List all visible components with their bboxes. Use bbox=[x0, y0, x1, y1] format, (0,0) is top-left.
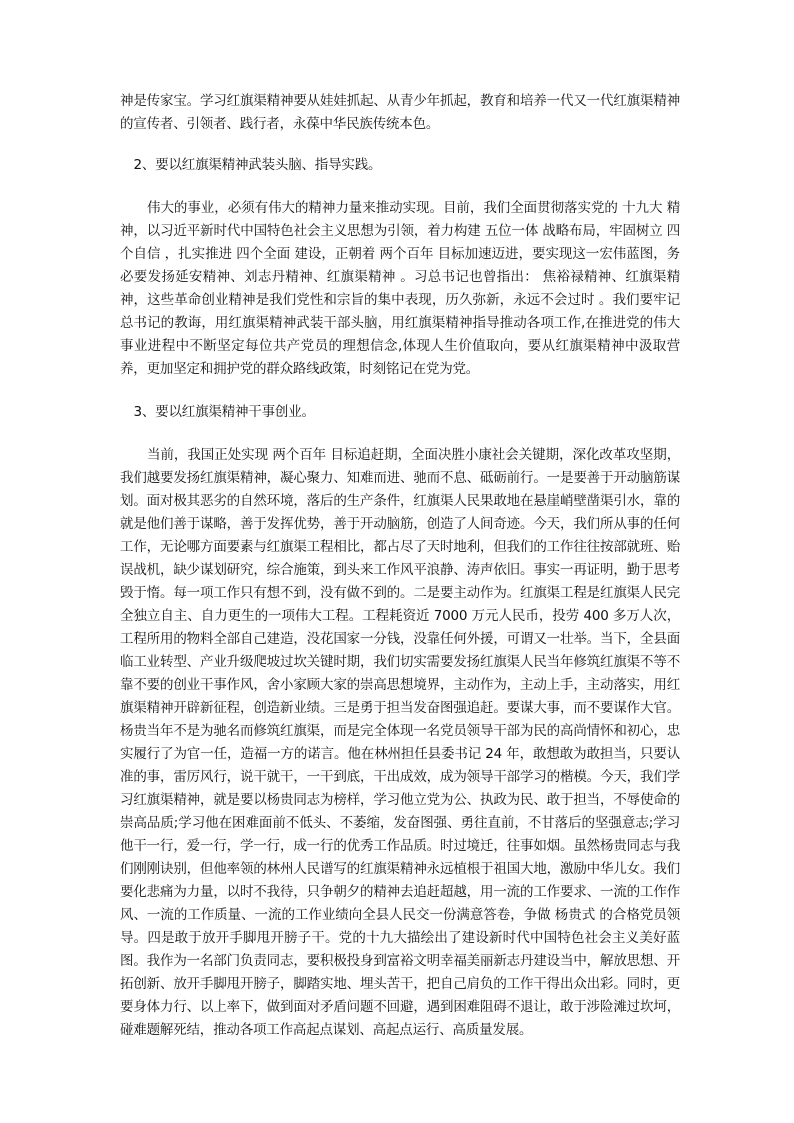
paragraph-gap bbox=[120, 136, 680, 154]
paragraph-continuation: 神是传家宝。学习红旗渠精神要从娃娃抓起、从青少年抓起，教育和培养一代又一代红旗渠精神的宣传者、引领者、践行者，永葆中华民族传统本色。 bbox=[120, 93, 680, 132]
paragraph-body-1: 伟大的事业，必须有伟大的精神力量来推动实现。目前，我们全面贯彻落实党的 十九大 精神，以习近平新时代中国特色社会主义思想为引领，着力构建 五位一体 战略布局，牢固树立 四个自信 ，扎实推进 四个全面 建设，正朝着 两个百年 目标加速迈进，要实现这一宏伟蓝图，务必要发扬延安精神、刘志丹精神、红旗渠精神 。习总书记也曾指出： 焦裕禄精神、红旗渠精神，这些革命创业精神是我们党性和宗旨的集中表现，历久弥新，永远不会过时 。我们要牢记总书记的教诲，用红旗渠精神武装干部头脑，用红旗渠精神指导推动各项工作,在推进党的伟大事业进程中不断坚定每位共产党员的理想信念,体现人生价值取向，要从红旗渠精神中汲取营养，更加坚定和拥护党的群众路线政策，时刻铭记在党为党。 bbox=[120, 200, 680, 377]
document-page bbox=[120, 90, 680, 1042]
paragraph-gap bbox=[120, 381, 680, 401]
paragraph-gap bbox=[120, 424, 680, 444]
section-heading-3: 3、要以红旗渠精神干事创业。 bbox=[133, 404, 315, 420]
section-heading-2: 2、要以红旗渠精神武装头脑、指导实践。 bbox=[133, 157, 382, 173]
paragraph-gap bbox=[120, 177, 680, 197]
paragraph-body-2: 当前，我国正处实现 两个百年 目标追赶期，全面决胜小康社会关键期，深化改革攻坚期，我们越要发扬红旗渠精神，凝心聚力、知难而进、驰而不息、砥砺前行。一是要善于开动脑筋谋划。面对极其恶劣的自然环境，落后的生产条件，红旗渠人民果敢地在悬崖峭壁凿渠引水，靠的就是他们善于谋略，善于发挥优势，善于开动脑筋，创造了人间奇迹。今天，我们所从事的任何工作，无论哪方面要素与红旗渠工程相比，都占尽了天时地利，但我们的工作往往按部就班、贻误战机，缺少谋划研究，综合施策，到头来工作风平浪静、涛声依旧。事实一再证明，勤于思考毁于惰。每一项工作只有想不到，没有做不到的。二是要主动作为。红旗渠工程是红旗渠人民完全独立自主、自力更生的一项伟大工程。工程耗资近 7000 万元人民币，投劳 400 多万人次，工程所用的物料全部自己建造，没花国家一分钱，没靠任何外援，可谓又一壮举。当下，全县面临工业转型、产业升级爬坡过坎关键时期，我们切实需要发扬红旗渠人民当年修筑红旗渠不等不靠不要的创业干事作风，舍小家顾大家的崇高思想境界，主动作为，主动上手，主动落实，用红旗渠精神开辟新征程，创造新业绩。三是勇于担当发奋图强追赶。要谋大事，而不要谋作大官。杨贵当年不是为驰名而修筑红旗渠，而是完全体现一名党员领导干部为民的高尚情怀和初心，忠实履行了为官一任，造福一方的诺言。他在林州担任县委书记 24 年，敢想敢为敢担当，只要认准的事，雷厉风行，说干就干，一干到底，干出成效，成为领导干部学习的楷模。今天，我们学习红旗渠精神，就是要以杨贵同志为榜样，学习他立党为公、执政为民、敢于担当，不辱使命的崇高品质;学习他在困难面前不低头、不萎缩，发奋图强、勇往直前，不甘落后的坚强意志;学习他干一行，爱一行，学一行，成一行的优秀工作品质。时过境迁，往事如烟。虽然杨贵同志与我们刚刚诀别，但他率领的林州人民谱写的红旗渠精神永远植根于祖国大地，激励中华儿女。我们要化悲痛为力量，以时不我待，只争朝夕的精神去追赶超越，用一流的工作要求、一流的工作作风、一流的工作质量、一流的工作业绩向全县人民交一份满意答卷，争做 杨贵式 的合格党员领导。四是敢于放开手脚甩开膀子干。党的十九大描绘出了建设新时代中国特色社会主义美好蓝图。我作为一名部门负责同志，要积极投身到富裕文明幸福美丽新志丹建设当中，解放思想、开拓创新、放开手脚甩开膀子，脚踏实地、埋头苦干，把自己肩负的工作干得出众出彩。同时，更要身体力行、以上率下，做到面对矛盾问题不回避，遇到困难阻碍不退让，敢于涉险滩过坎坷，碰难题解死结，推动各项工作高起点谋划、高起点运行、高质量发展。 bbox=[120, 447, 680, 1038]
